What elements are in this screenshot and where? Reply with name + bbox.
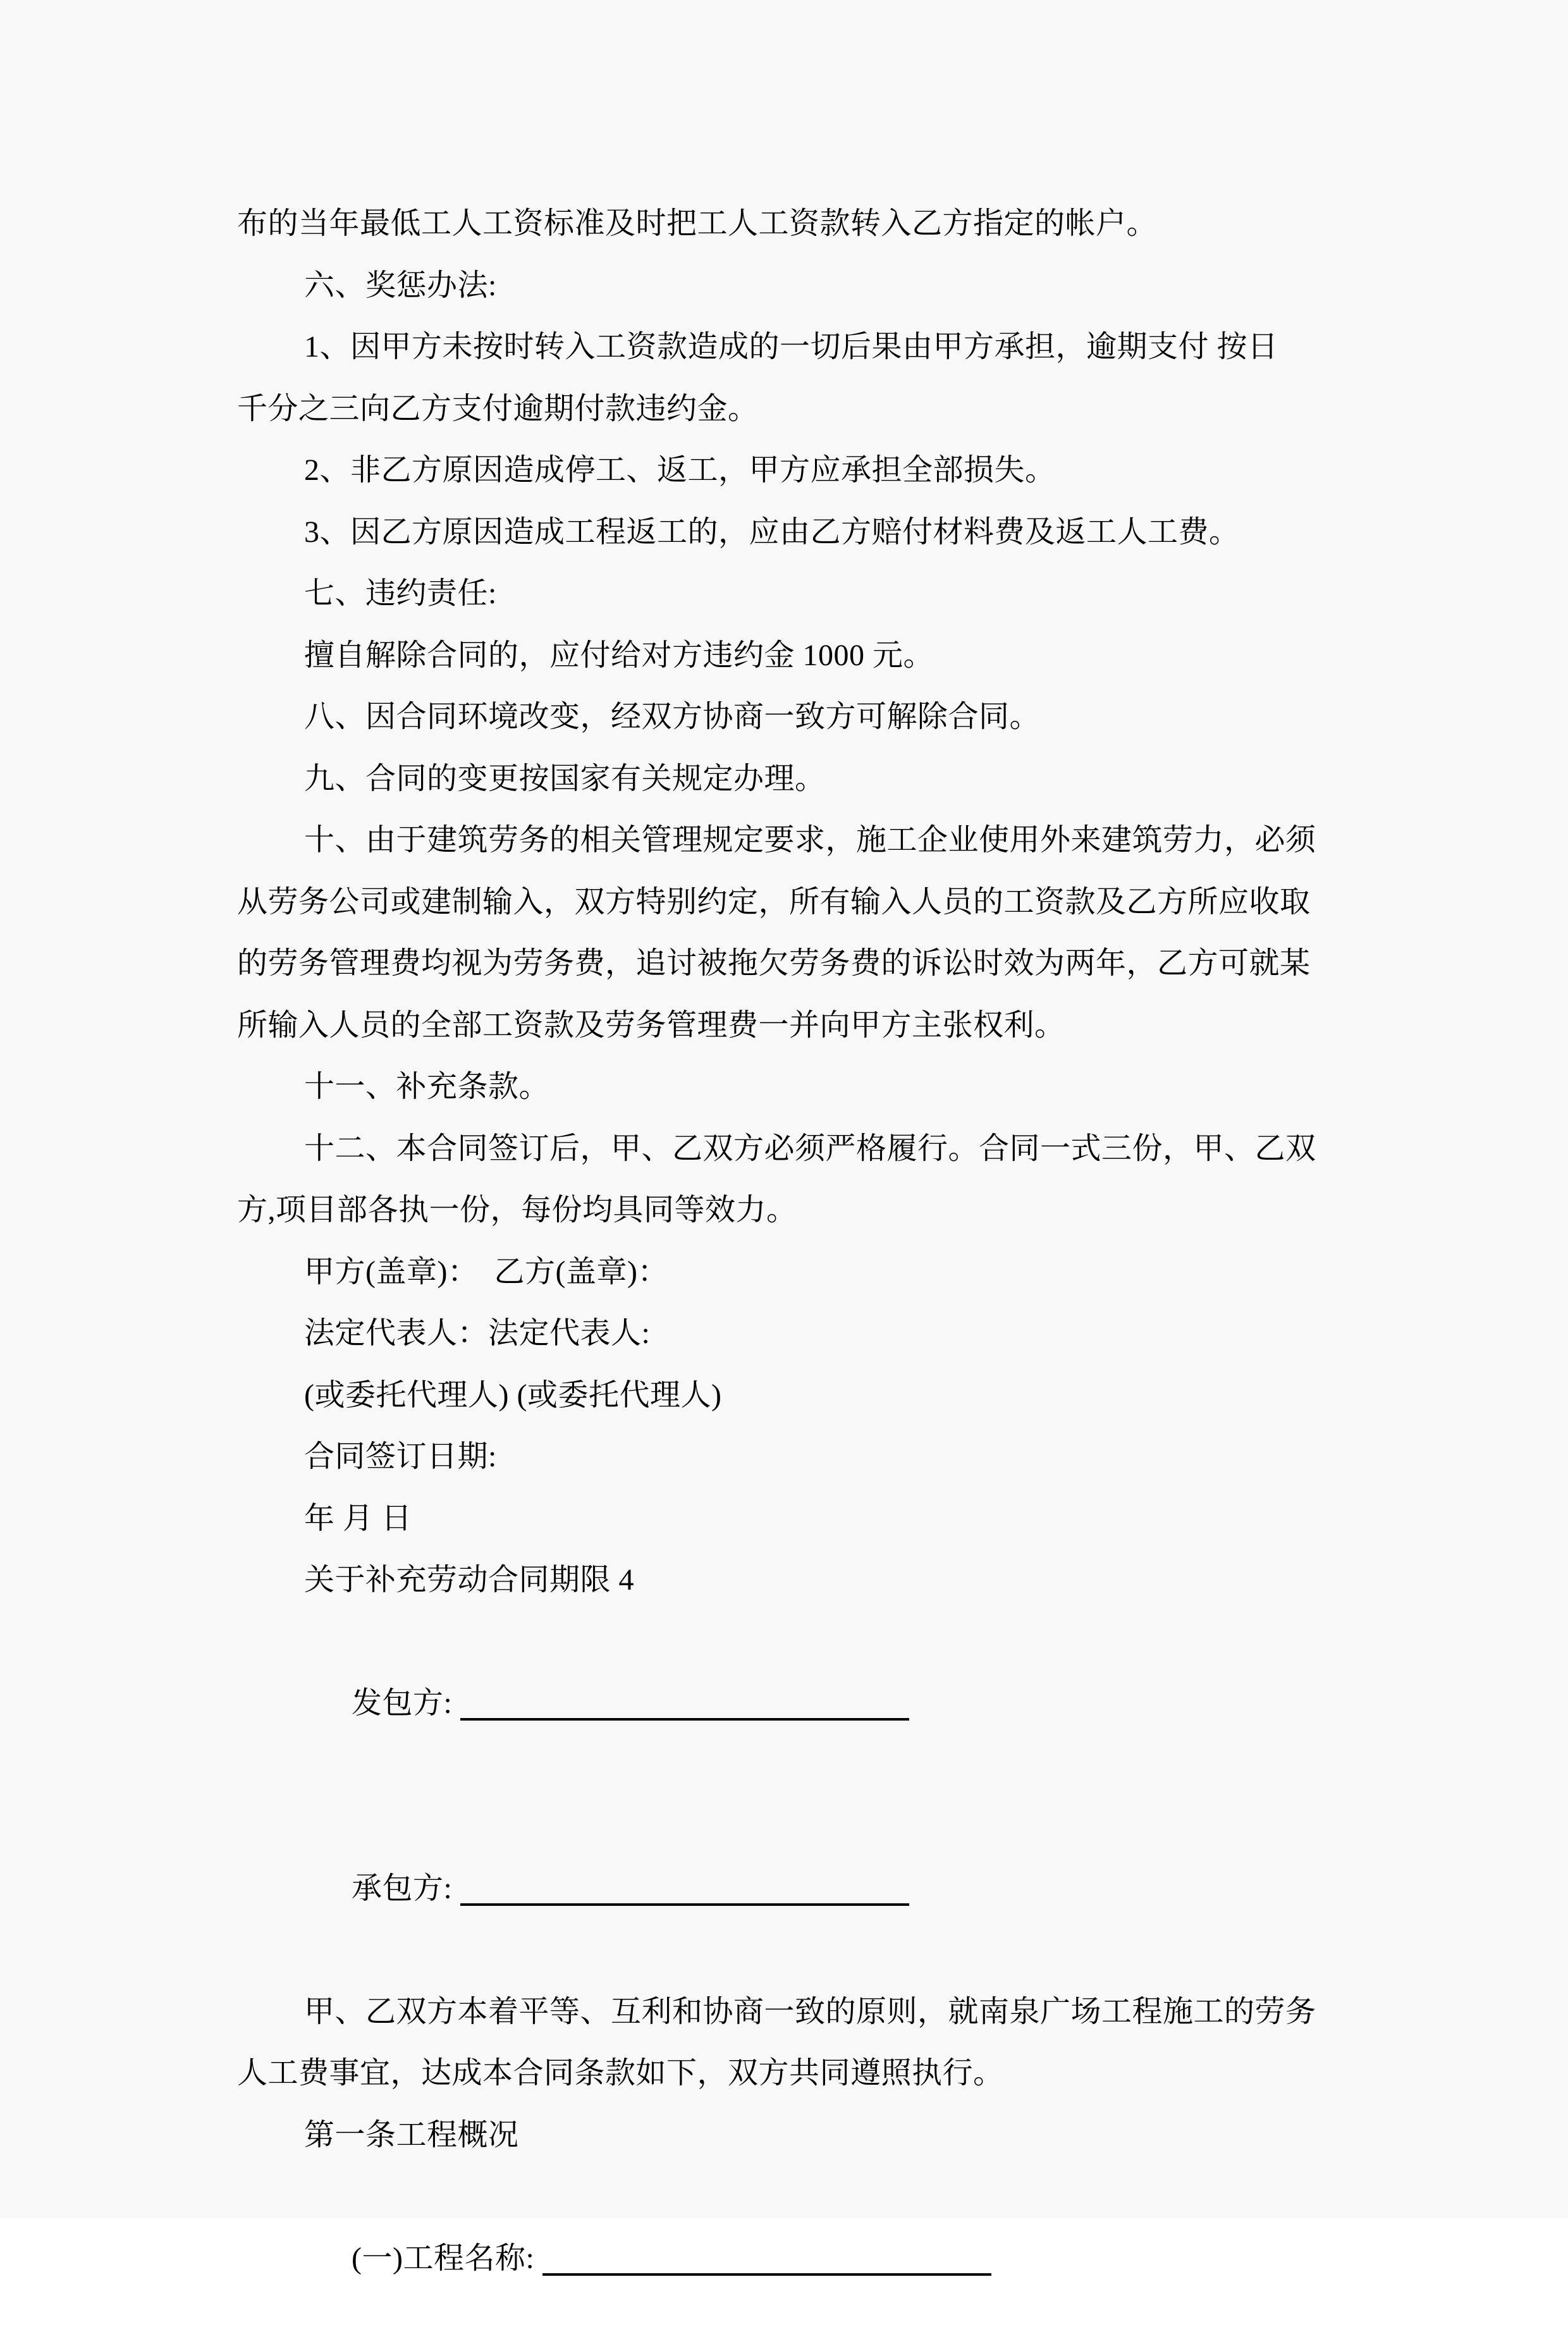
article-1-project-overview-heading: 第一条工程概况 xyxy=(304,2118,519,2152)
year-month-day-line: 年 月 日 xyxy=(304,1501,412,1535)
clause-10-continuation-1: 从劳务公司或建制输入，双方特别约定，所有输入人员的工资款及乙方所应收取 xyxy=(237,885,1311,919)
clause-9-contract-modification: 九、合同的变更按国家有关规定办理。 xyxy=(304,761,826,795)
project-name-line xyxy=(237,2166,1492,2351)
contractor-party-line xyxy=(237,1796,1492,1981)
paragraph-continuation-wage-standard: 布的当年最低工人工资标准及时把工人工资款转入乙方指定的帐户。 xyxy=(237,207,1158,240)
employer-party-line xyxy=(237,1611,1492,1796)
clause-11-supplementary-terms: 十一、补充条款。 xyxy=(304,1070,550,1103)
clause-6-item-1: 1、因甲方未按时转入工资款造成的一切后果由甲方承担，逾期支付 按日 xyxy=(304,330,1278,364)
preamble-continuation: 人工费事宜，达成本合同条款如下，双方共同遵照执行。 xyxy=(237,2056,1004,2090)
clause-8-contract-environment: 八、因合同环境改变，经双方协商一致方可解除合同。 xyxy=(304,700,1041,734)
clause-6-heading-rewards-penalties: 六、奖惩办法: xyxy=(304,268,497,302)
clause-10-labor-regulation: 十、由于建筑劳务的相关管理规定要求，施工企业使用外来建筑劳力，必须 xyxy=(304,823,1316,857)
clause-12-copies: 十二、本合同签订后，甲、乙双方必须严格履行。合同一式三份，甲、乙双 xyxy=(304,1131,1316,1165)
contractor-fill-in-blank xyxy=(460,1897,909,1906)
contract-signing-date-label: 合同签订日期: xyxy=(304,1440,497,1473)
employer-party-label: 发包方: xyxy=(352,1686,460,1720)
clause-7-body-penalty-1000: 擅自解除合同的，应付给对方违约金 1000 元。 xyxy=(304,638,934,672)
project-name-label: (一)工程名称: xyxy=(352,2241,542,2275)
project-name-fill-in-blank xyxy=(542,2267,991,2276)
entrusted-agent-line: (或委托代理人) (或委托代理人) xyxy=(304,1378,722,1412)
document-text-block xyxy=(237,193,1492,2351)
party-seal-line: 甲方(盖章)： 乙方(盖章)： xyxy=(304,1255,668,1289)
legal-representative-line: 法定代表人：法定代表人: xyxy=(304,1317,651,1350)
employer-fill-in-blank xyxy=(460,1712,909,1721)
clause-10-continuation-3: 所输入人员的全部工资款及劳务管理费一并向甲方主张权利。 xyxy=(237,1008,1065,1042)
clause-6-item-1-continuation: 千分之三向乙方支付逾期付款违约金。 xyxy=(237,391,759,426)
clause-6-item-2: 2、非乙方原因造成停工、返工，甲方应承担全部损失。 xyxy=(304,453,1056,487)
supplementary-contract-title: 关于补充劳动合同期限 4 xyxy=(304,1563,635,1597)
preamble-principles: 甲、乙双方本着平等、互利和协商一致的原则，就南泉广场工程施工的劳务 xyxy=(304,1994,1316,2029)
clause-12-continuation: 方,项目部各执一份，每份均具同等效力。 xyxy=(237,1193,797,1227)
clause-6-item-3: 3、因乙方原因造成工程返工的，应由乙方赔付材料费及返工人工费。 xyxy=(304,515,1240,549)
clause-10-continuation-2: 的劳务管理费均视为劳务费，追讨被拖欠劳务费的诉讼时效为两年，乙方可就某 xyxy=(237,947,1311,980)
clause-7-heading-breach-liability: 七、违约责任: xyxy=(304,577,497,610)
contractor-party-label: 承包方: xyxy=(352,1871,460,1905)
